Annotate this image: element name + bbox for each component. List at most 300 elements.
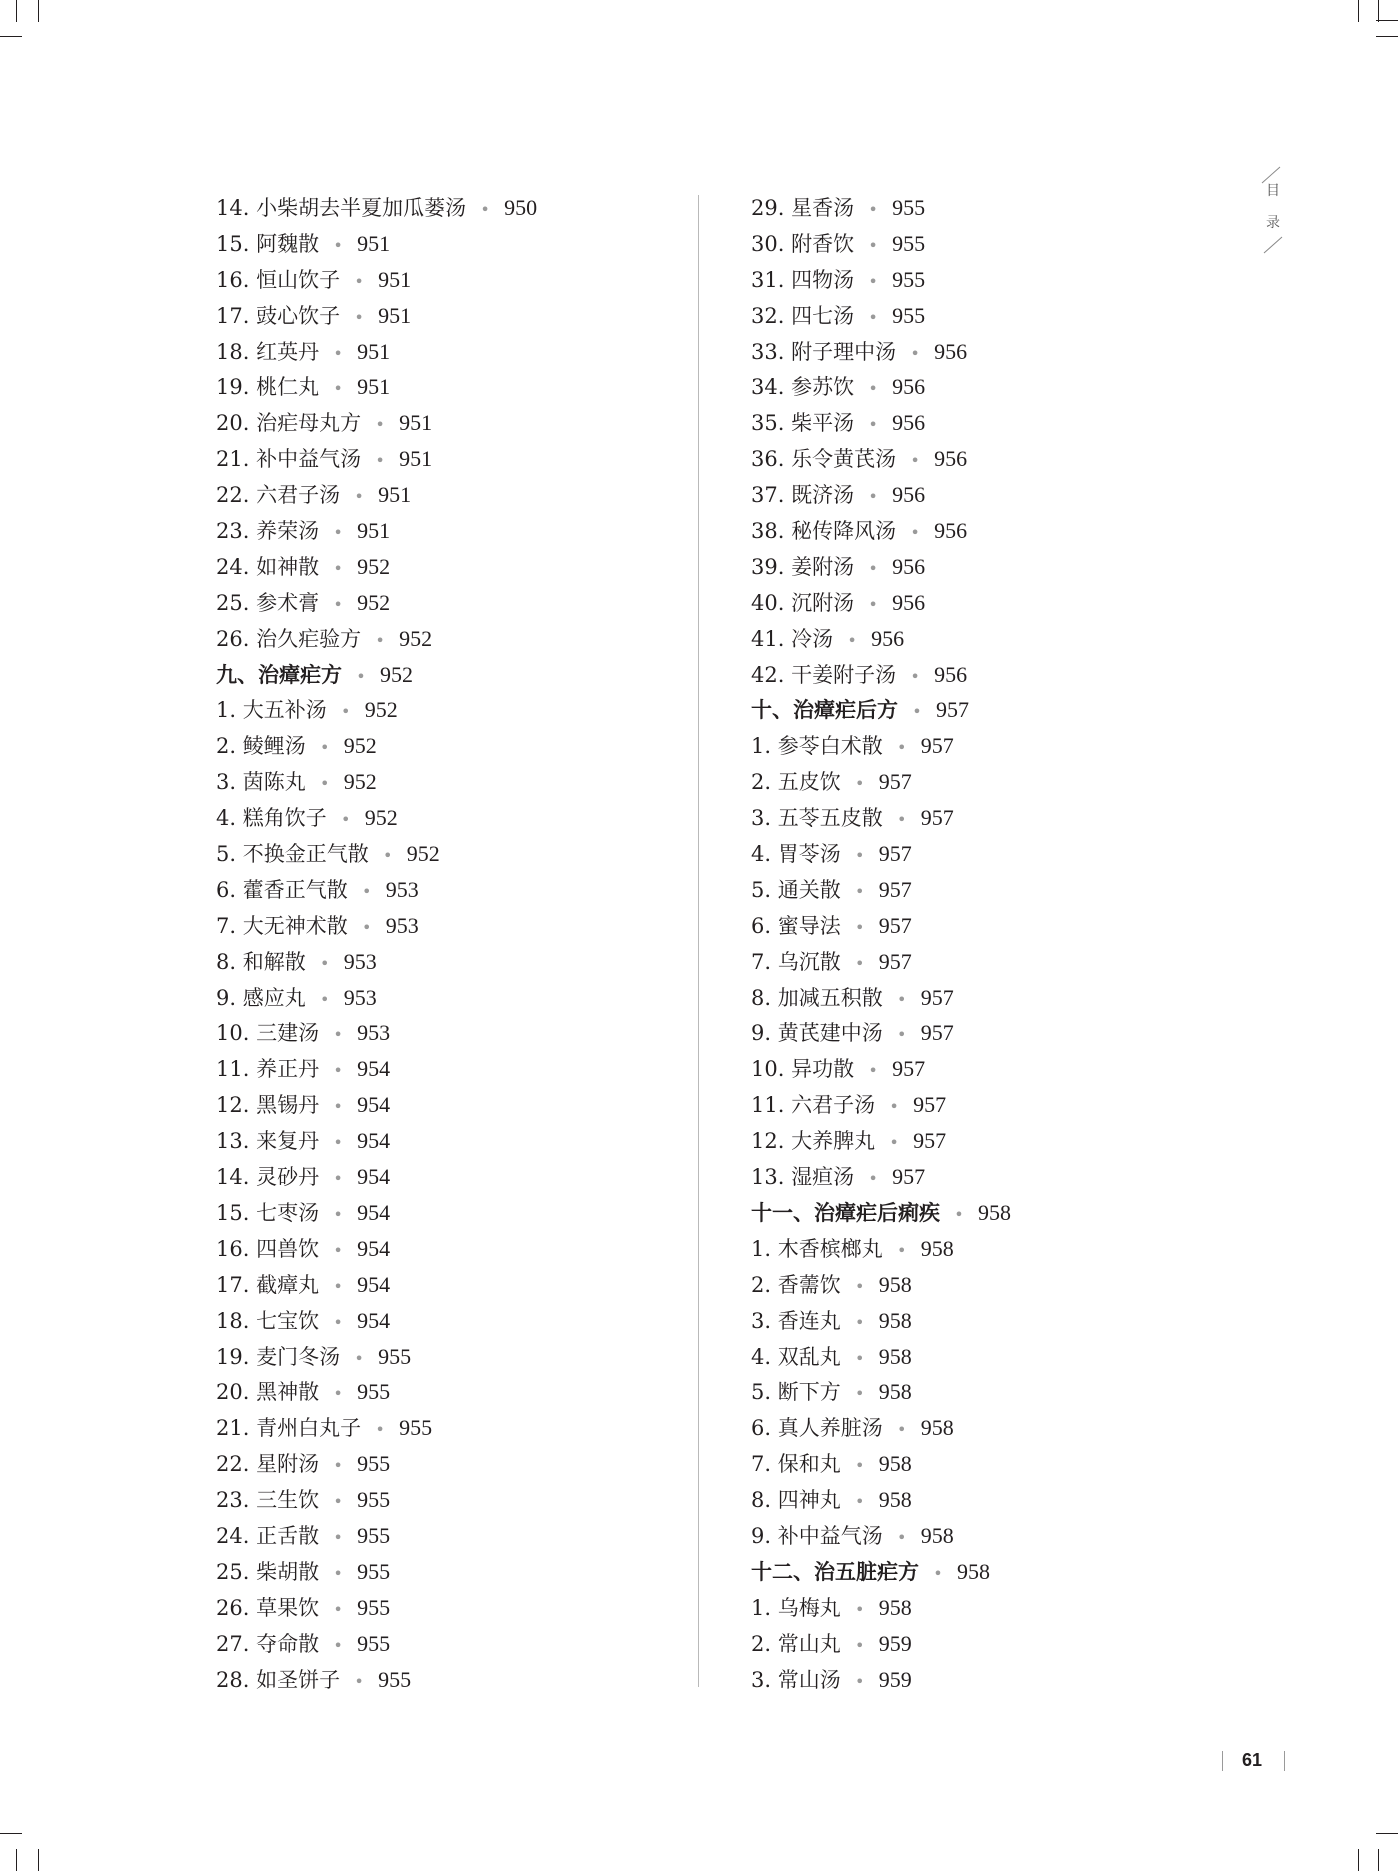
toc-entry-page: 958 [878,1379,912,1405]
toc-entry-title: 11. 养正丹 [216,1057,320,1082]
dot-separator: • [333,1456,343,1476]
toc-entry [216,1518,686,1554]
toc-entry [216,1662,686,1698]
toc-entry-page: 955 [892,266,926,292]
toc-entry [751,728,1221,764]
toc-entry-title: 2. 香薷饮 [751,1272,841,1297]
toc-entry [216,1231,686,1267]
toc-entry-page: 957 [920,1020,954,1046]
toc-entry [216,1590,686,1626]
toc-entry-title: 3. 五苓五皮散 [751,806,883,831]
dot-separator: • [868,415,878,435]
dot-separator: • [897,1527,907,1547]
toc-entry-page: 952 [364,805,398,831]
dot-separator: • [910,666,920,686]
dot-separator: • [855,1384,865,1404]
toc-entry-title: 5. 通关散 [751,877,841,902]
toc-entry-page: 956 [934,338,968,364]
toc-entry-page: 958 [878,1451,912,1477]
dot-separator: • [855,1312,865,1332]
dot-separator: • [375,415,385,435]
toc-entry-page: 955 [892,302,926,328]
toc-entry-page: 957 [936,697,969,723]
dot-separator: • [333,1635,343,1655]
toc-entry-title: 5. 断下方 [751,1380,841,1405]
section-tab-char: 目 [1266,183,1280,199]
toc-entry [216,1267,686,1303]
toc-entry-page: 958 [978,1199,1011,1225]
dot-separator: • [356,666,366,686]
toc-entry-title: 26. 治久疟验方 [216,626,362,651]
toc-entry-page: 958 [878,1594,912,1620]
toc-entry [751,226,1221,262]
dot-separator: • [480,200,490,219]
toc-entry [751,764,1221,800]
toc-entry-title: 23. 三生饮 [216,1488,320,1513]
toc-entry [216,369,686,405]
dot-separator: • [868,487,878,507]
dot-separator: • [354,271,364,291]
toc-entry-title: 26. 草果饮 [216,1595,320,1620]
toc-entry-page: 958 [878,1271,912,1297]
toc-entry-title: 4. 双乱丸 [751,1344,841,1369]
dot-separator: • [868,235,878,255]
toc-entry-page: 958 [920,1522,954,1548]
toc-entry-title: 22. 六君子汤 [216,483,341,508]
toc-entry-title: 14. 灵砂丹 [216,1165,320,1190]
dot-separator: • [897,1240,907,1260]
toc-entry-title: 39. 姜附汤 [751,554,855,579]
toc-entry [216,764,686,800]
toc-entry-title: 25. 参术膏 [216,590,320,615]
toc-entry [751,298,1221,334]
toc-entry-page: 952 [399,625,433,651]
toc-entry-page: 953 [385,912,419,938]
dot-separator: • [354,1348,364,1368]
dot-separator: • [320,774,330,794]
toc-entry [751,1051,1221,1087]
toc-entry [216,1339,686,1375]
toc-entry-page: 956 [934,446,968,472]
toc-entry-title: 20. 黑神散 [216,1380,320,1405]
dot-separator: • [855,1276,865,1296]
toc-entry-page: 955 [399,1415,433,1441]
toc-entry-page: 956 [892,589,926,615]
dot-separator: • [855,1348,865,1368]
dot-separator: • [855,881,865,901]
dot-separator: • [333,235,343,255]
dot-separator: • [333,1061,343,1081]
toc-entry-page: 954 [357,1271,391,1297]
toc-entry-title: 27. 夺命散 [216,1631,320,1656]
toc-entry [751,621,1221,657]
toc-entry [216,1087,686,1123]
toc-entry-title: 12. 黑锡丹 [216,1093,320,1118]
toc-entry-title: 9. 补中益气汤 [751,1523,883,1548]
toc-entry [751,1482,1221,1518]
dot-separator: • [855,774,865,794]
toc-entry-title: 9. 黄芪建中汤 [751,1021,883,1046]
toc-entry-page: 951 [378,266,412,292]
toc-entry [751,1374,1221,1410]
toc-entry-title: 十、治瘴疟后方 [751,698,898,723]
toc-entry-page: 955 [357,1630,391,1656]
toc-entry [751,1662,1221,1698]
dot-separator: • [362,881,372,901]
dot-separator: • [855,1635,865,1655]
toc-entry [751,872,1221,908]
dot-separator: • [912,702,922,722]
toc-entry-title: 34. 参苏饮 [751,375,855,400]
toc-entry [751,836,1221,872]
toc-entry-page: 958 [920,1415,954,1441]
toc-entry [751,369,1221,405]
dot-separator: • [333,1240,343,1260]
toc-entry-page: 957 [878,876,912,902]
dot-separator: • [847,630,857,650]
toc-entry-title: 24. 如神散 [216,554,320,579]
toc-entry-title: 1. 木香槟榔丸 [751,1236,883,1261]
toc-entry-page: 955 [357,1379,391,1405]
toc-entry-page: 955 [357,1487,391,1513]
toc-entry-title: 22. 星附汤 [216,1452,320,1477]
toc-entry-page: 953 [385,876,419,902]
toc-entry-title: 13. 来复丹 [216,1129,320,1154]
toc-entry [216,1303,686,1339]
dot-separator: • [855,917,865,937]
toc-entry [751,477,1221,513]
toc-entry-page: 952 [357,589,391,615]
toc-entry [751,190,1221,226]
dot-separator: • [897,1420,907,1440]
toc-entry [216,872,686,908]
toc-entry [216,1123,686,1159]
toc-entry-page: 955 [357,1558,391,1584]
toc-entry-title: 9. 感应丸 [216,985,306,1010]
toc-entry-page: 958 [920,1235,954,1261]
toc-entry [751,1159,1221,1195]
toc-entry-page: 955 [892,230,926,256]
toc-entry-page: 957 [892,1164,926,1190]
toc-entry-title: 10. 异功散 [751,1057,855,1082]
dot-separator: • [868,379,878,399]
toc-entry-page: 952 [406,841,440,867]
toc-entry-title: 30. 附香饮 [751,231,855,256]
toc-entry-page: 956 [934,661,968,687]
page-number-bar-left [1222,1751,1223,1771]
toc-entry-page: 951 [378,302,412,328]
dot-separator: • [375,451,385,471]
toc-entry [751,1626,1221,1662]
dot-separator: • [333,558,343,578]
toc-section-heading [216,657,686,693]
toc-entry [751,1446,1221,1482]
toc-entry [751,1410,1221,1446]
toc-entry-page: 958 [878,1343,912,1369]
dot-separator: • [333,343,343,363]
toc-entry-title: 16. 恒山饮子 [216,267,341,292]
dot-separator: • [910,523,920,543]
toc-entry-title: 28. 如圣饼子 [216,1667,341,1692]
dot-separator: • [354,1671,364,1691]
section-tab [1258,166,1288,256]
dot-separator: • [333,1133,343,1153]
toc-entry-title: 38. 秘传降风汤 [751,519,897,544]
toc-entry-page: 953 [357,1020,391,1046]
toc-entry-title: 14. 小柴胡去半夏加瓜蒌汤 [216,196,467,220]
toc-entry-title: 29. 星香汤 [751,196,855,220]
toc-entry-page: 958 [957,1558,990,1584]
column-divider [698,195,699,1687]
toc-entry-title: 33. 附子理中汤 [751,339,897,364]
toc-entry [751,1590,1221,1626]
toc-entry-title: 3. 茵陈丸 [216,770,306,795]
toc-entry [216,405,686,441]
dot-separator: • [354,487,364,507]
toc-entry [751,1267,1221,1303]
toc-right-column [751,190,1221,1697]
toc-entry-title: 2. 常山丸 [751,1631,841,1656]
toc-entry-page: 956 [934,518,968,544]
toc-entry-page: 952 [343,769,377,795]
toc-entry-title: 41. 冷汤 [751,626,834,651]
toc-entry-title: 3. 常山汤 [751,1667,841,1692]
dot-separator: • [855,846,865,866]
toc-entry-title: 15. 七枣汤 [216,1200,320,1225]
toc-entry-title: 25. 柴胡散 [216,1559,320,1584]
toc-entry [751,1231,1221,1267]
toc-entry-page: 952 [343,733,377,759]
dot-separator: • [375,1420,385,1440]
dot-separator: • [333,1384,343,1404]
dot-separator: • [375,630,385,650]
toc-entry-title: 8. 四神丸 [751,1488,841,1513]
dot-separator: • [933,1563,943,1583]
dot-separator: • [868,200,878,219]
toc-left-column [216,190,686,1697]
toc-entry-title: 12. 大养脾丸 [751,1129,876,1154]
toc-entry-title: 36. 乐令黄芪汤 [751,447,897,472]
toc-entry-page: 957 [920,984,954,1010]
toc-entry-page: 955 [892,195,926,220]
toc-entry [751,1123,1221,1159]
toc-entry-page: 958 [878,1487,912,1513]
toc-entry [216,944,686,980]
dot-separator: • [954,1204,964,1224]
toc-entry [751,657,1221,693]
toc-entry-page: 950 [504,195,538,220]
toc-entry-title: 37. 既济汤 [751,483,855,508]
toc-entry-title: 6. 蜜导法 [751,913,841,938]
dot-separator: • [889,1097,899,1117]
dot-separator: • [855,953,865,973]
toc-entry-title: 42. 干姜附子汤 [751,662,897,687]
dot-separator: • [383,846,393,866]
toc-entry-page: 955 [357,1451,391,1477]
toc-entry [751,262,1221,298]
toc-entry [216,441,686,477]
toc-entry-title: 17. 豉心饮子 [216,303,341,328]
dot-separator: • [320,738,330,758]
dot-separator: • [889,1133,899,1153]
toc-entry-page: 957 [913,1092,947,1118]
toc-entry-title: 32. 四七汤 [751,303,855,328]
toc-entry-page: 956 [892,553,926,579]
toc-entry-page: 955 [357,1522,391,1548]
dot-separator: • [333,1276,343,1296]
toc-entry [751,441,1221,477]
toc-entry-page: 951 [378,482,412,508]
toc-entry-title: 35. 柴平汤 [751,411,855,436]
toc-entry-title: 18. 红英丹 [216,339,320,364]
dot-separator: • [333,1492,343,1512]
toc-entry-title: 17. 截瘴丸 [216,1272,320,1297]
toc-entry-title: 8. 加减五积散 [751,985,883,1010]
toc-entry [216,262,686,298]
toc-entry [751,800,1221,836]
dot-separator: • [855,1671,865,1691]
page-number: 61 [1241,1750,1263,1770]
toc-entry-page: 958 [878,1307,912,1333]
toc-entry-page: 951 [357,230,391,256]
toc-entry [216,298,686,334]
toc-entry-page: 957 [878,769,912,795]
toc-entry-title: 18. 七宝饮 [216,1308,320,1333]
dot-separator: • [333,1204,343,1224]
toc-entry [751,549,1221,585]
dot-separator: • [333,1563,343,1583]
dot-separator: • [341,702,351,722]
toc-entry-title: 2. 五皮饮 [751,770,841,795]
toc-entry-title: 10. 三建汤 [216,1021,320,1046]
dot-separator: • [897,1025,907,1045]
toc-entry-title: 7. 保和丸 [751,1452,841,1477]
toc-entry-page: 957 [913,1128,947,1154]
toc-entry-page: 954 [357,1307,391,1333]
dot-separator: • [333,1312,343,1332]
toc-entry-page: 957 [892,1056,926,1082]
dot-separator: • [362,917,372,937]
toc-entry [751,1303,1221,1339]
toc-entry-page: 953 [343,948,377,974]
toc-entry [751,513,1221,549]
toc-entry-page: 959 [878,1630,912,1656]
dot-separator: • [910,343,920,363]
toc-entry [216,334,686,370]
toc-entry-title: 23. 养荣汤 [216,519,320,544]
toc-entry-title: 6. 藿香正气散 [216,877,348,902]
dot-separator: • [333,379,343,399]
toc-entry-title: 4. 糕角饮子 [216,806,327,831]
toc-entry-title: 7. 大无神术散 [216,913,348,938]
toc-entry [216,1195,686,1231]
dot-separator: • [868,307,878,327]
toc-entry-title: 1. 大五补汤 [216,698,327,723]
dot-separator: • [855,1456,865,1476]
toc-entry-page: 957 [920,733,954,759]
toc-entry [751,944,1221,980]
toc-entry-page: 955 [378,1666,412,1692]
dot-separator: • [333,1527,343,1547]
dot-separator: • [354,307,364,327]
toc-entry [216,1626,686,1662]
toc-entry [216,621,686,657]
toc-entry-page: 954 [357,1164,391,1190]
section-tab-char: 录 [1266,215,1280,231]
toc-entry-page: 957 [878,912,912,938]
toc-entry-title: 4. 胃苓汤 [751,842,841,867]
toc-entry-page: 953 [343,984,377,1010]
toc-entry-page: 951 [399,410,433,436]
page-number-bar-right [1284,1751,1285,1771]
toc-entry-title: 20. 治疟母丸方 [216,411,362,436]
toc-entry [216,908,686,944]
dot-separator: • [320,953,330,973]
toc-entry-title: 21. 青州白丸子 [216,1416,362,1441]
toc-entry-page: 954 [357,1128,391,1154]
toc-entry-title: 31. 四物汤 [751,267,855,292]
toc-entry [216,1482,686,1518]
dot-separator: • [333,523,343,543]
toc-entry [751,1339,1221,1375]
toc-entry [751,585,1221,621]
toc-entry [216,477,686,513]
toc-entry [751,334,1221,370]
toc-entry [216,1446,686,1482]
toc-entry [216,800,686,836]
dot-separator: • [897,989,907,1009]
toc-entry-title: 13. 湿疸汤 [751,1165,855,1190]
toc-entry-page: 956 [892,374,926,400]
dot-separator: • [333,1169,343,1189]
toc-entry-page: 954 [357,1056,391,1082]
dot-separator: • [333,1599,343,1619]
toc-entry-page: 954 [357,1199,391,1225]
toc-entry-page: 954 [357,1092,391,1118]
toc-entry-page: 952 [380,661,413,687]
toc-entry-title: 40. 沉附汤 [751,590,855,615]
toc-entry-page: 956 [871,625,905,651]
toc-entry [751,405,1221,441]
toc-entry-title: 十一、治瘴疟后痢疾 [751,1200,940,1225]
toc-entry [216,836,686,872]
toc-entry [751,1087,1221,1123]
toc-entry-page: 957 [878,841,912,867]
toc-entry [216,549,686,585]
toc-entry [216,1051,686,1087]
toc-entry-title: 6. 真人养脏汤 [751,1416,883,1441]
toc-entry [216,226,686,262]
dot-separator: • [320,989,330,1009]
toc-entry [216,1374,686,1410]
dot-separator: • [855,1492,865,1512]
toc-entry-page: 951 [357,518,391,544]
toc-entry [216,1410,686,1446]
dot-separator: • [897,810,907,830]
toc-entry [751,980,1221,1016]
toc-entry-title: 7. 乌沉散 [751,949,841,974]
tab-slash-bottom [1262,236,1284,254]
toc-entry [751,1015,1221,1051]
dot-separator: • [341,810,351,830]
dot-separator: • [868,558,878,578]
toc-section-heading [751,692,1221,728]
toc-entry [216,585,686,621]
toc-entry-title: 11. 六君子汤 [751,1093,876,1118]
dot-separator: • [868,271,878,291]
toc-entry-page: 952 [357,553,391,579]
toc-entry-page: 959 [878,1666,912,1692]
